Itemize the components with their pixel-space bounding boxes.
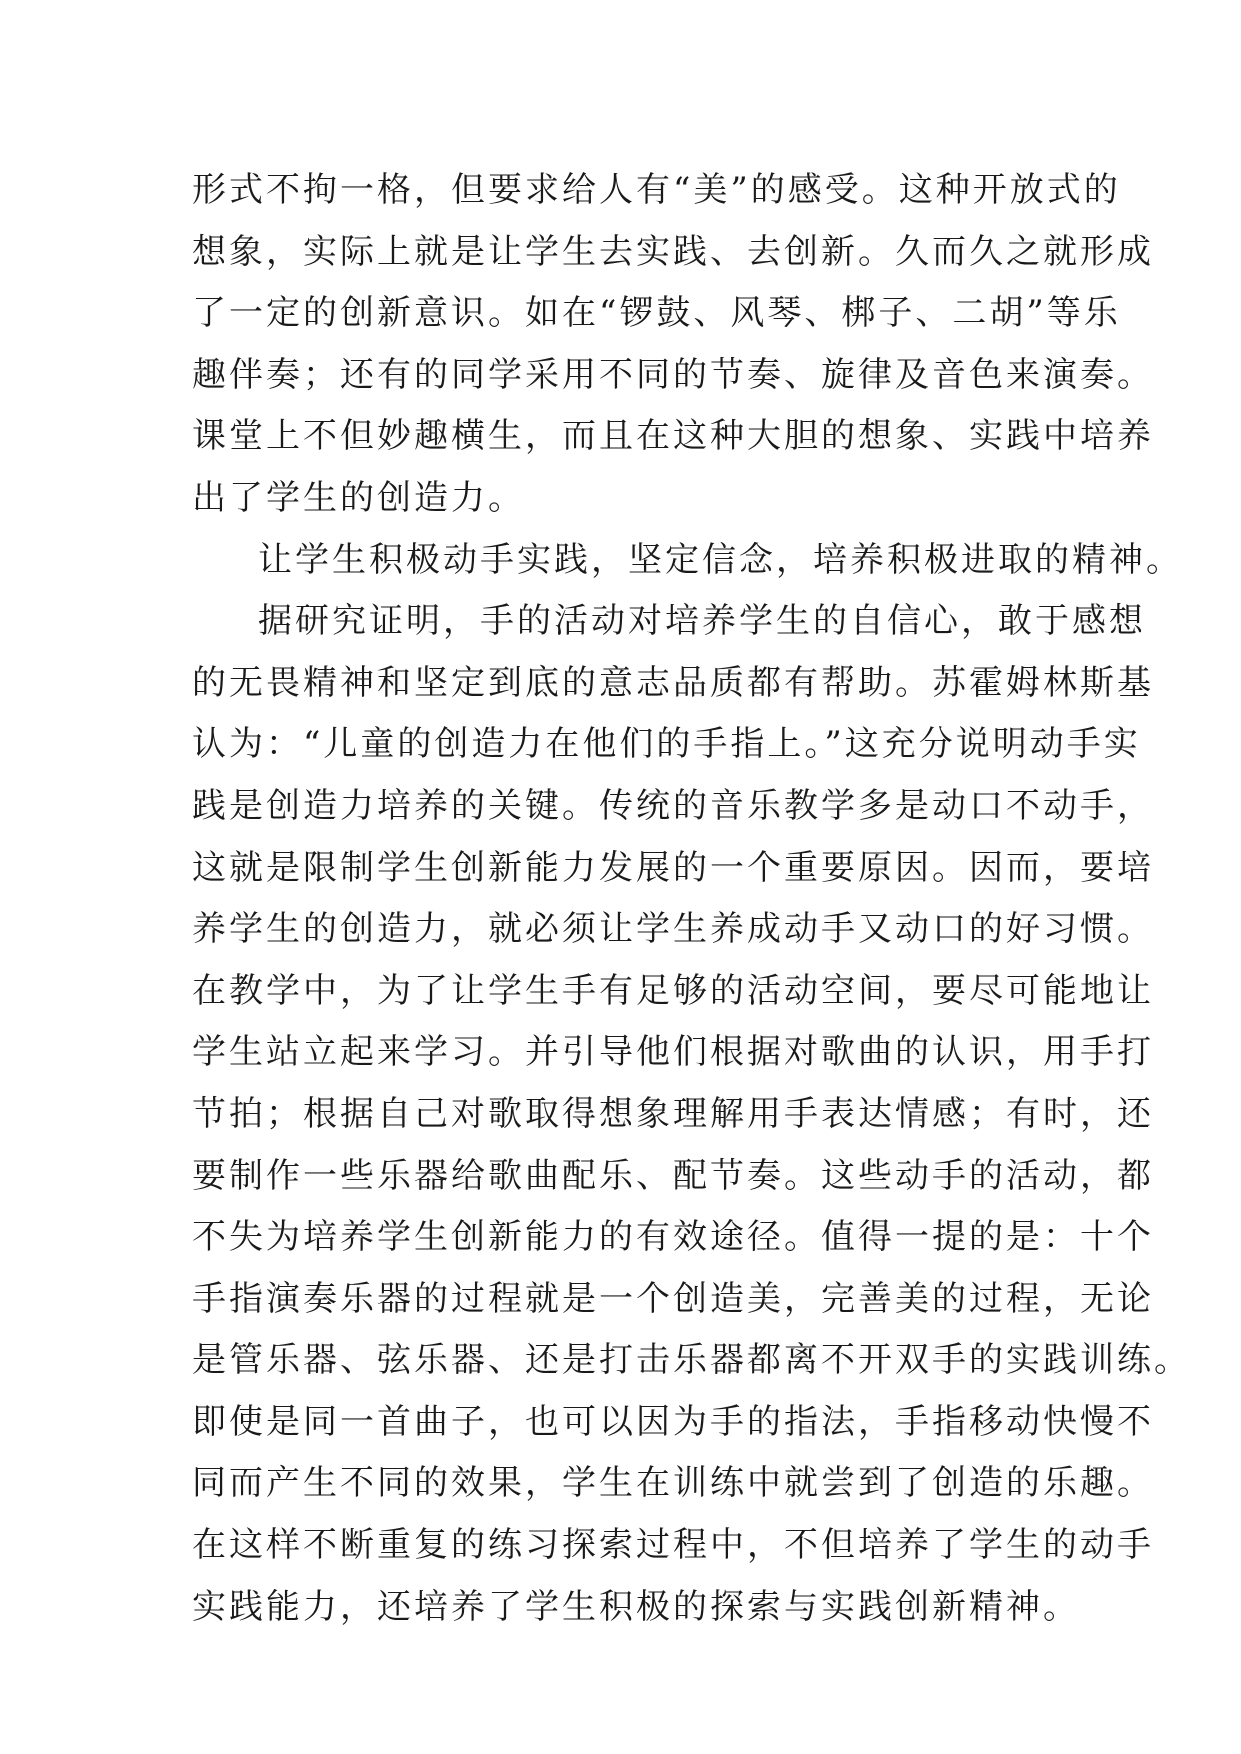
text-line: 在教学中，为了让学生手有足够的活动空间，要尽可能地让: [192, 970, 1154, 1011]
text-line: 的无畏精神和坚定到底的意志品质都有帮助。苏霍姆林斯基: [192, 662, 1154, 703]
text-line: 是管乐器、弦乐器、还是打击乐器都离不开双手的实践训练。: [192, 1340, 1191, 1381]
text-line: 学生站立起来学习。并引导他们根据对歌曲的认识，用手打: [192, 1032, 1154, 1073]
text-line: 节拍；根据自己对歌取得想象理解用手表达情感；有时，还: [192, 1093, 1154, 1134]
text-line: 实践能力，还培养了学生积极的探索与实践创新精神。: [192, 1586, 1080, 1627]
text-line: 践是创造力培养的关键。传统的音乐教学多是动口不动手，: [192, 785, 1154, 826]
text-line: 养学生的创造力，就必须让学生养成动手又动口的好习惯。: [192, 909, 1154, 950]
text-line: 手指演奏乐器的过程就是一个创造美，完善美的过程，无论: [192, 1278, 1154, 1319]
text-line: 这就是限制学生创新能力发展的一个重要原因。因而，要培: [192, 847, 1154, 888]
text-line: 课堂上不但妙趣横生，而且在这种大胆的想象、实践中培养: [192, 416, 1154, 457]
text-line: 让学生积极动手实践，坚定信念，培养积极进取的精神。: [258, 539, 1183, 580]
text-line: 在这样不断重复的练习探索过程中，不但培养了学生的动手: [192, 1525, 1154, 1566]
text-line: 趣伴奏；还有的同学采用不同的节奏、旋律及音色来演奏。: [192, 354, 1154, 395]
text-line: 不失为培养学生创新能力的有效途径。值得一提的是：十个: [192, 1217, 1154, 1258]
text-line: 同而产生不同的效果，学生在训练中就尝到了创造的乐趣。: [192, 1463, 1154, 1504]
text-line: 了一定的创新意识。如在“锣鼓、风琴、梆子、二胡”等乐: [192, 293, 1121, 334]
text-line: 出了学生的创造力。: [192, 477, 525, 518]
paragraph-2-heading: [192, 530, 1183, 592]
text-line: 形式不拘一格，但要求给人有“美”的感受。这种开放式的: [192, 170, 1121, 210]
text-line: 认为：“儿童的创造力在他们的手指上。”这充分说明动手实: [192, 724, 1141, 765]
text-line: 据研究证明，手的活动对培养学生的自信心，敢于感想: [258, 601, 1146, 642]
text-line: 即使是同一首曲子，也可以因为手的指法，手指移动快慢不: [192, 1401, 1154, 1442]
paragraph-1: [192, 160, 1154, 530]
paragraph-3: [192, 591, 1191, 1638]
text-line: 想象，实际上就是让学生去实践、去创新。久而久之就形成: [192, 231, 1154, 272]
text-line: 要制作一些乐器给歌曲配乐、配节奏。这些动手的活动，都: [192, 1155, 1154, 1196]
document-body: [192, 160, 1191, 1638]
